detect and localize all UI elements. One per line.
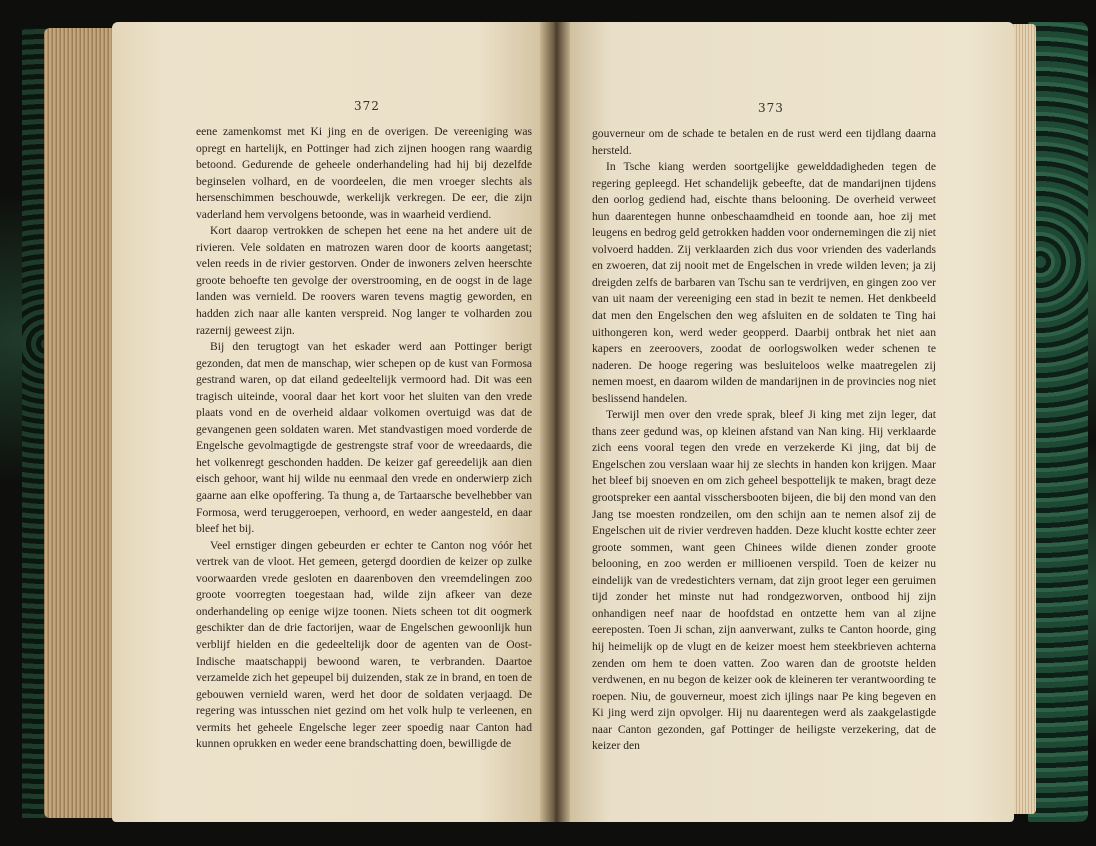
page-edges-left — [44, 28, 116, 818]
left-paragraph-4: Veel ernstiger dingen gebeurden er echter te Canton nog vóór het vertrek van de vloot. Het gemeen, getergd doordien de keizer op zulke voorwaarden vrede gesloten en daarenboven den vreemdelingen zoo groote voorregten toegestaan had, wilde zijn afkeer van deze onderhandeling op eenige wijze toonen. Niets scheen tot dit oogmerk geschikter dan de drie factorijen, waar de Engelschen gewoonlijk hun verblijf hielden en die gedeeltelijk door de agenten van de Oost-Indische maatschappij bewoond waren, te verbranden. Daartoe verzamelde zich het gepeupel bij duizenden, stak ze in brand, en toen de gebouwen vernield waren, werd het door de soldaten verjaagd. De regering was intusschen niet gezind om het volk hulp te verleenen, en vermits het geheele Engelsche leger zeer spoedig naar Canton had kunnen oprukken en weder eene brandschatting doen, bewilligde de — [196, 538, 532, 751]
right-page-number: 373 — [758, 101, 784, 115]
right-page-text — [592, 126, 936, 755]
left-page-text — [196, 124, 532, 753]
right-paragraph-1: gouverneur om de schade te betalen en de rust werd een tijdlang daarna hersteld. — [592, 127, 936, 157]
left-paragraph-1: eene zamenkomst met Ki jing en de overigen. De vereeniging was opregt en hartelijk, en Pottinger had zich zijnen hoogen rang waardig betoond. Gedurende de geheele onderhandeling had hij bij dezelfde beginselen volhard, en de voordeelen, die men vroeger slechts als hersenschimmen beschouwde, werkelijk verkregen. De eer, die zijn vaderland hem vervolgens betoonde, was in waarheid verdiend. — [196, 125, 532, 221]
right-paragraph-3: Terwijl men over den vrede sprak, bleef Ji king met zijn leger, dat thans zeer gedund was, op kleinen afstand van Nan king. Hij verklaarde zich eens vooral tegen den vrede en verzekerde Ki jing, dat bij de Engelschen zou verslaan waar hij ze slechts in handen kon krijgen. Maar het bleef bij snoeven en om zich geheel bespottelijk te maken, bragt deze grootspreker een aantal visschersbooten bijeen, die bij den mond van den Jang tse moesten rondzeilen, om den schijn aan te nemen alsof zij de Engelschen uit de rivier verdreven hadden. Deze klucht kostte echter zeer groote sommen, want geen Chinees wilde dienen zonder groote belooning, en zoo werden er millioenen verspild. Toen de keizer nu eindelijk van de vredestichters vernam, dat zijn groot leger een geruimen tijd zonder het minste nut had rondgezworven, ontbood hij zijn onhandigen neef naar de hoofdstad en ontzette hem van al zijne eereposten. Toen Ji schan, zijn aanverwant, zulks te Canton hoorde, ging hij heimelijk op de vlugt en de keizer moest hem steekbrieven achterna zenden om hem te doen vatten. Zoo waren dan de grootste helden verdwenen, en nu begon de keizer ook de kleineren ter verantwoording te roepen. Niu, de gouverneur, moest zich ijlings naar Pe king begeven en Ki jing werd zijn opvolger. Hij nu daarentegen werd als zaakgelastigde naar Canton gezonden, gaf Pottinger de heiligste verzekering, dat de keizer den — [592, 408, 936, 753]
left-paragraph-3: Bij den terugtogt van het eskader werd aan Pottinger berigt gezonden, dat men de manschap, wier schepen op de kust van Formosa gestrand waren, op dat eiland gedeeltelijk vermoord had. Dit was een tragisch uiteinde, vooral daar het kort voor het sluiten van den vrede plaats vond en de overheid aldaar volkomen overtuigd was dat de gevangenen geen soldaten waren. Met standvastigen moed vorderde de Engelsche gevolmagtigde de gestrengste straf voor de wreedaards, die het volkenregt geschonden hadden. De keizer gaf gereedelijk aan dien eisch gehoor, want hij wilde nu eenmaal den vrede en onderwierp zich gaarne aan elke opoffering. Ta thung a, de Tartaarsche bevelhebber van Formosa, werd teruggeroepen, verhoord, en weder aangesteld, en daar bleef het bij. — [196, 340, 532, 536]
right-paragraph-2: In Tsche kiang werden soortgelijke gewelddadigheden tegen de regering gepleegd. Het schandelijk gebeefte, dat de mandarijnen tijdens den oorlog gediend had, eischte thans belooning. De overheid verweet hun daarentegen hunne onbeschaamdheid en toonde aan, hoe zij met leugens en bedrog geld getrokken hadden voor ondernemingen die zij niet volvoerd hadden. Zij verklaarden zich dus voor vrienden des vaderlands en zwoeren, dat zij nooit met de Engelschen in vrede wilden leven; ja zij dreigden zelfs de barbaren van Tschu san te verdrijven, en gingen zoo ver van uit naam der vereeniging een stad in bezit te nemen. Het denkbeeld dat men den Engelschen den weg afsluiten en de soldaten te Ting hai uithongeren kon, werd weder geopperd. Daarbij ontbrak het niet aan kapers en zeeroovers, zoodat de oorlogswolken weder schenen te naderen. De hooge regering was besluiteloos welke maatregelen zij nemen moest, en daarom wilden de mandarijnen in de provincies nog niet beslissend handelen. — [592, 160, 936, 405]
left-paragraph-2: Kort daarop vertrokken de schepen het eene na het andere uit de rivieren. Vele soldaten en matrozen waren door de koorts aangetast; velen reeds in de rivier gestorven. Onder de inwoners zelven heerschte groote behoefte ten gevolge der overstrooming, en de oogst in de lage landen was vernield. De roovers waren tevens magtig geworden, en hadden zich naar alle kanten verspreid. Nog langer te volharden zou razernij geweest zijn. — [196, 224, 532, 337]
left-page-number: 372 — [354, 99, 380, 113]
book-cover-right — [1028, 22, 1088, 822]
book-gutter — [540, 22, 570, 822]
